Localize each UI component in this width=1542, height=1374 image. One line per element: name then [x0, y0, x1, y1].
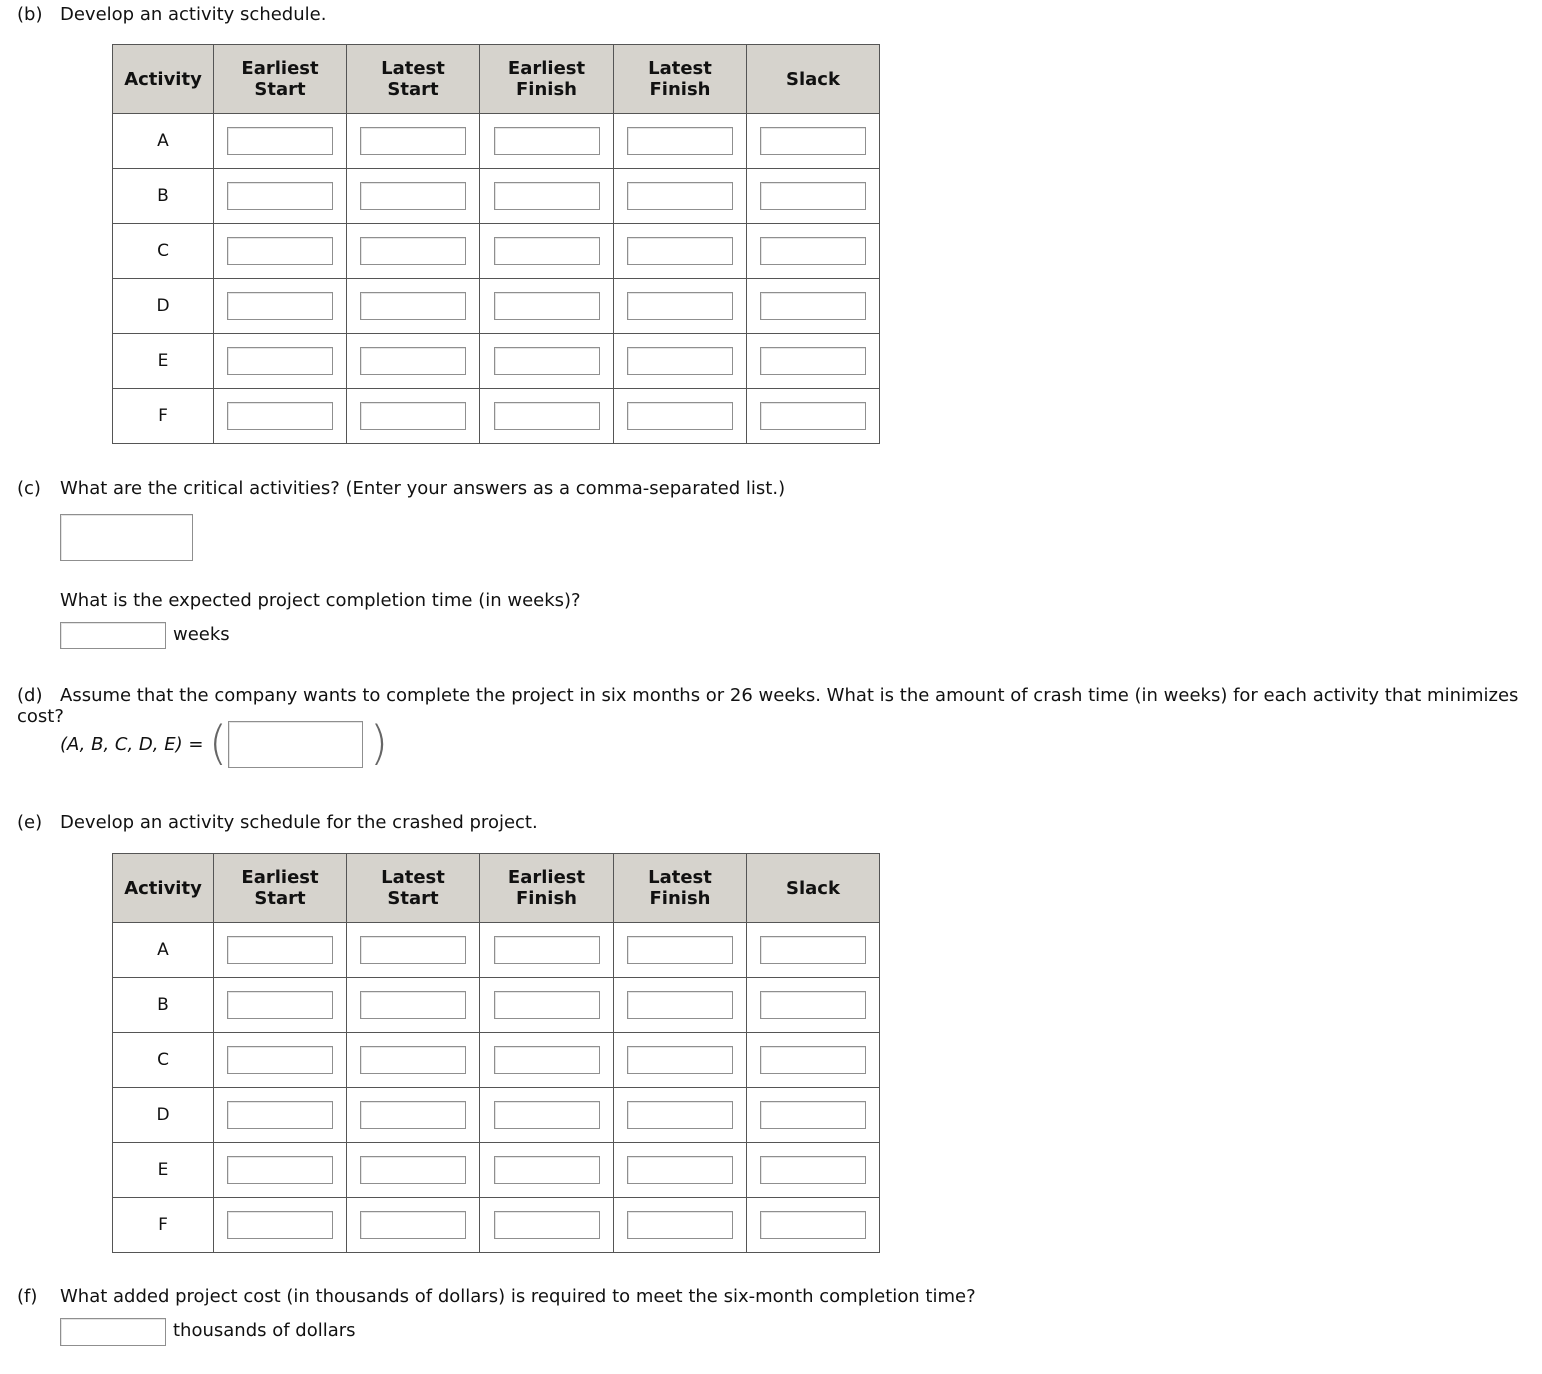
table-cell	[214, 114, 347, 169]
table-cell	[614, 1088, 747, 1143]
table-cell	[614, 169, 747, 224]
table-cell	[480, 334, 614, 389]
activity-label: A	[113, 923, 214, 978]
activity-label: C	[113, 1033, 214, 1088]
schedule-input[interactable]	[227, 402, 333, 430]
table-row	[113, 1033, 880, 1088]
schedule-input[interactable]	[494, 292, 600, 320]
schedule-input[interactable]	[227, 237, 333, 265]
table-row	[113, 114, 880, 169]
schedule-input[interactable]	[494, 1101, 600, 1129]
table-cell	[747, 1198, 880, 1253]
table-cell	[480, 169, 614, 224]
table-cell	[480, 1088, 614, 1143]
schedule-input[interactable]	[760, 127, 866, 155]
table-header-row	[113, 854, 880, 923]
part-f-label: (f)	[17, 1286, 38, 1307]
schedule-input[interactable]	[360, 127, 466, 155]
table-cell	[214, 1143, 347, 1198]
part-b-label: (b)	[17, 4, 43, 25]
schedule-input[interactable]	[627, 1156, 733, 1184]
schedule-input[interactable]	[227, 1211, 333, 1239]
column-header: Latest Start	[347, 45, 480, 114]
table-cell	[347, 923, 480, 978]
table-row	[113, 1143, 880, 1198]
table-cell	[480, 1198, 614, 1253]
column-header: Earliest Finish	[480, 45, 614, 114]
table-cell	[347, 389, 480, 444]
table-cell	[347, 1033, 480, 1088]
schedule-input[interactable]	[494, 1156, 600, 1184]
schedule-input[interactable]	[494, 347, 600, 375]
column-header: Earliest Start	[214, 45, 347, 114]
table-cell	[614, 389, 747, 444]
schedule-input[interactable]	[627, 347, 733, 375]
schedule-input[interactable]	[627, 936, 733, 964]
schedule-input[interactable]	[627, 991, 733, 1019]
table-cell	[347, 1088, 480, 1143]
crashed-schedule-table	[112, 853, 880, 1253]
table-cell	[614, 334, 747, 389]
schedule-input[interactable]	[494, 1211, 600, 1239]
schedule-input[interactable]	[627, 1046, 733, 1074]
table-cell	[747, 978, 880, 1033]
part-e-prompt	[17, 812, 538, 833]
schedule-input[interactable]	[360, 1211, 466, 1239]
table-cell	[347, 169, 480, 224]
schedule-input[interactable]	[494, 1046, 600, 1074]
schedule-input[interactable]	[760, 182, 866, 210]
activity-label: A	[113, 114, 214, 169]
table-row	[113, 389, 880, 444]
table-cell	[347, 334, 480, 389]
part-c-prompt	[17, 478, 785, 499]
added-cost-input[interactable]	[60, 1318, 166, 1346]
activity-schedule-table	[112, 44, 880, 444]
part-e-label: (e)	[17, 812, 43, 833]
table-cell	[347, 114, 480, 169]
table-cell	[214, 978, 347, 1033]
schedule-input[interactable]	[760, 936, 866, 964]
table-cell	[614, 114, 747, 169]
schedule-input[interactable]	[760, 1156, 866, 1184]
schedule-input[interactable]	[494, 182, 600, 210]
activity-label: B	[113, 978, 214, 1033]
schedule-input[interactable]	[227, 936, 333, 964]
table-cell	[614, 1198, 747, 1253]
completion-time-question: What is the expected project completion time (in weeks)?	[60, 590, 581, 611]
schedule-input[interactable]	[494, 991, 600, 1019]
table-cell	[214, 1088, 347, 1143]
completion-time-input[interactable]	[60, 622, 166, 649]
crash-tuple-label: (A, B, C, D, E) =	[60, 734, 204, 755]
table-cell	[480, 1033, 614, 1088]
activity-label: E	[113, 334, 214, 389]
activity-label: F	[113, 389, 214, 444]
table-cell	[480, 279, 614, 334]
schedule-input[interactable]	[360, 1156, 466, 1184]
schedule-input[interactable]	[627, 237, 733, 265]
table-cell	[614, 279, 747, 334]
schedule-input[interactable]	[227, 1101, 333, 1129]
table-cell	[480, 1143, 614, 1198]
schedule-input[interactable]	[360, 347, 466, 375]
schedule-input[interactable]	[760, 1046, 866, 1074]
schedule-input[interactable]	[627, 292, 733, 320]
critical-activities-input[interactable]	[60, 514, 193, 561]
table-cell	[614, 1143, 747, 1198]
schedule-input[interactable]	[227, 182, 333, 210]
schedule-input[interactable]	[227, 347, 333, 375]
schedule-input[interactable]	[360, 182, 466, 210]
table-cell	[347, 1143, 480, 1198]
table-cell	[747, 923, 880, 978]
column-header: Latest Finish	[614, 854, 747, 923]
column-header: Slack	[747, 45, 880, 114]
table-row	[113, 1088, 880, 1143]
table-cell	[747, 169, 880, 224]
schedule-input[interactable]	[360, 936, 466, 964]
schedule-input[interactable]	[360, 237, 466, 265]
schedule-input[interactable]	[360, 292, 466, 320]
schedule-input[interactable]	[627, 1101, 733, 1129]
table-cell	[747, 1033, 880, 1088]
schedule-input[interactable]	[360, 402, 466, 430]
table-cell	[480, 224, 614, 279]
part-b-prompt	[17, 4, 326, 25]
column-header: Activity	[113, 45, 214, 114]
part-b-text: Develop an activity schedule.	[60, 4, 327, 25]
schedule-input[interactable]	[760, 347, 866, 375]
table-cell	[214, 279, 347, 334]
schedule-input[interactable]	[627, 127, 733, 155]
schedule-input[interactable]	[494, 237, 600, 265]
part-d-text: Assume that the company wants to complete the project in six months or 26 weeks. What is the amount of crash time (in weeks) for each activity that minimizes cost?	[17, 685, 1519, 727]
table-cell	[614, 923, 747, 978]
table-cell	[214, 1198, 347, 1253]
part-e-text: Develop an activity schedule for the crashed project.	[60, 812, 538, 833]
table-cell	[214, 169, 347, 224]
part-c-label: (c)	[17, 478, 41, 499]
table-cell	[480, 978, 614, 1033]
schedule-input[interactable]	[760, 402, 866, 430]
activity-label: C	[113, 224, 214, 279]
table-cell	[347, 279, 480, 334]
schedule-input[interactable]	[760, 292, 866, 320]
schedule-input[interactable]	[227, 127, 333, 155]
column-header: Activity	[113, 854, 214, 923]
table-row	[113, 279, 880, 334]
table-cell	[347, 224, 480, 279]
table-cell	[214, 389, 347, 444]
table-row	[113, 978, 880, 1033]
activity-label: B	[113, 169, 214, 224]
table-cell	[347, 1198, 480, 1253]
table-cell	[480, 389, 614, 444]
table-cell	[614, 1033, 747, 1088]
schedule-input[interactable]	[227, 1156, 333, 1184]
table-cell	[347, 978, 480, 1033]
table-cell	[480, 923, 614, 978]
added-cost-unit: thousands of dollars	[173, 1320, 356, 1341]
left-paren: (	[209, 716, 227, 770]
schedule-input[interactable]	[227, 1046, 333, 1074]
schedule-input[interactable]	[360, 991, 466, 1019]
table-row	[113, 334, 880, 389]
part-c-text: What are the critical activities? (Enter your answers as a comma-separated list.)	[60, 478, 786, 499]
table-row	[113, 923, 880, 978]
table-cell	[747, 114, 880, 169]
table-row	[113, 224, 880, 279]
column-header: Earliest Finish	[480, 854, 614, 923]
table-cell	[747, 224, 880, 279]
schedule-input[interactable]	[760, 991, 866, 1019]
schedule-input[interactable]	[494, 402, 600, 430]
table-cell	[480, 114, 614, 169]
column-header: Earliest Start	[214, 854, 347, 923]
column-header: Latest Finish	[614, 45, 747, 114]
part-f-prompt	[17, 1286, 976, 1307]
table-cell	[214, 334, 347, 389]
column-header: Latest Start	[347, 854, 480, 923]
part-f-text: What added project cost (in thousands of dollars) is required to meet the six-month completion time?	[60, 1286, 976, 1307]
table-row	[113, 1198, 880, 1253]
schedule-input[interactable]	[627, 1211, 733, 1239]
activity-label: D	[113, 279, 214, 334]
schedule-input[interactable]	[627, 182, 733, 210]
table-cell	[614, 224, 747, 279]
table-cell	[747, 389, 880, 444]
table-cell	[747, 279, 880, 334]
table-header-row	[113, 45, 880, 114]
schedule-input[interactable]	[760, 1211, 866, 1239]
activity-label: F	[113, 1198, 214, 1253]
activity-label: D	[113, 1088, 214, 1143]
table-cell	[214, 224, 347, 279]
crash-time-input[interactable]	[228, 721, 363, 768]
completion-time-unit: weeks	[173, 624, 230, 645]
schedule-input[interactable]	[760, 1101, 866, 1129]
column-header: Slack	[747, 854, 880, 923]
schedule-input[interactable]	[627, 402, 733, 430]
table-cell	[747, 334, 880, 389]
part-d-label: (d)	[17, 685, 43, 706]
table-cell	[747, 1143, 880, 1198]
right-paren: )	[370, 716, 388, 770]
table-cell	[747, 1088, 880, 1143]
schedule-input[interactable]	[227, 991, 333, 1019]
table-cell	[614, 978, 747, 1033]
schedule-input[interactable]	[494, 127, 600, 155]
schedule-input[interactable]	[360, 1101, 466, 1129]
table-cell	[214, 1033, 347, 1088]
activity-label: E	[113, 1143, 214, 1198]
schedule-input[interactable]	[760, 237, 866, 265]
table-cell	[214, 923, 347, 978]
table-row	[113, 169, 880, 224]
schedule-input[interactable]	[227, 292, 333, 320]
schedule-input[interactable]	[494, 936, 600, 964]
schedule-input[interactable]	[360, 1046, 466, 1074]
